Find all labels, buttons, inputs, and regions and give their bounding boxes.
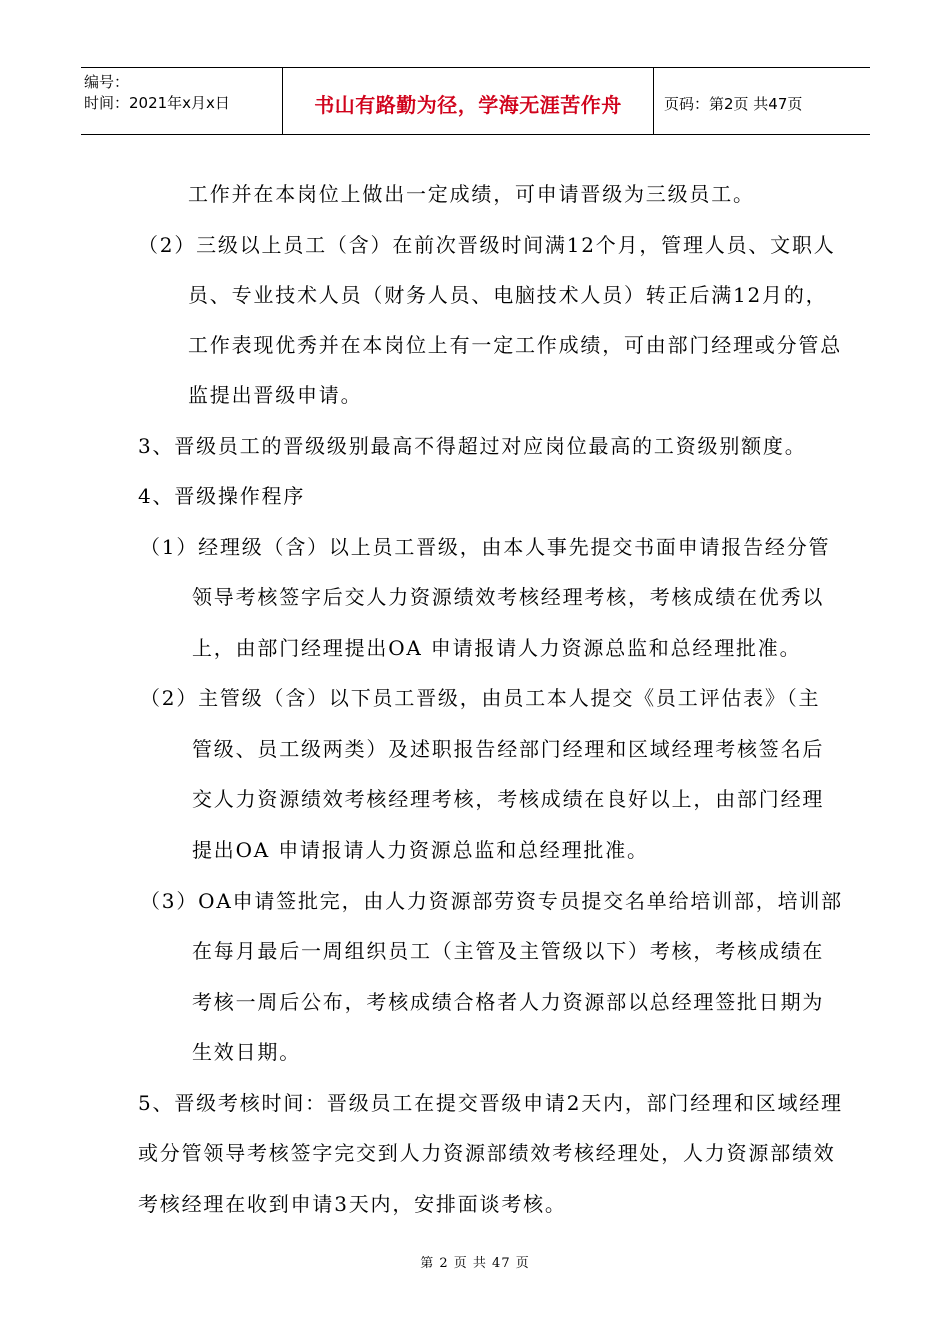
header-page-cell <box>654 68 870 134</box>
document-date: 时间：2021年x月x日 <box>84 94 230 112</box>
body-line: 5、晋级考核时间：晋级员工在提交晋级申请2天内，部门经理和区域经理 <box>138 1091 843 1115</box>
body-line: 考核一周后公布，考核成绩合格者人力资源部以总经理签批日期为 <box>192 990 825 1014</box>
body-line: 在每月最后一周组织员工（主管及主管级以下）考核，考核成绩在 <box>192 939 825 963</box>
body-line: 交人力资源绩效考核经理考核，考核成绩在良好以上，由部门经理 <box>192 787 825 811</box>
body-line: （1）经理级（含）以上员工晋级，由本人事先提交书面申请报告经分管 <box>140 535 831 559</box>
body-line: 上，由部门经理提出OA 申请报请人力资源总监和总经理批准。 <box>192 636 802 660</box>
body-line: 考核经理在收到申请3天内，安排面谈考核。 <box>138 1192 567 1216</box>
body-line: 监提出晋级申请。 <box>188 383 363 407</box>
body-line: （2）三级以上员工（含）在前次晋级时间满12个月，管理人员、文职人 <box>138 233 836 257</box>
header-meta <box>81 68 283 134</box>
body-line: 工作并在本岗位上做出一定成绩，可申请晋级为三级员工。 <box>188 182 755 206</box>
body-line: 提出OA 申请报请人力资源总监和总经理批准。 <box>192 838 649 862</box>
body-line: 领导考核签字后交人力资源绩效考核经理考核，考核成绩在优秀以 <box>192 585 825 609</box>
body-line: 4、晋级操作程序 <box>138 484 306 508</box>
page-header <box>81 67 870 135</box>
header-motto-cell <box>283 68 654 134</box>
document-number-label: 编号： <box>84 73 130 91</box>
body-line: 生效日期。 <box>192 1040 301 1064</box>
body-line: 管级、员工级两类）及述职报告经部门经理和区域经理考核签名后 <box>192 737 825 761</box>
body-line: 或分管领导考核签字完交到人力资源部绩效考核经理处，人力资源部绩效 <box>138 1141 836 1165</box>
page-footer: 第 2 页 共 47 页 <box>420 1256 530 1271</box>
body-line: （2）主管级（含）以下员工晋级，由员工本人提交《员工评估表》（主 <box>140 686 821 710</box>
body-line: 工作表现优秀并在本岗位上有一定工作成绩，可由部门经理或分管总 <box>188 333 842 357</box>
body-line: （3）OA申请签批完，由人力资源部劳资专员提交名单给培训部，培训部 <box>140 889 843 913</box>
body-line: 员、专业技术人员（财务人员、电脑技术人员）转正后满12月的， <box>188 283 828 307</box>
header-motto: 书山有路勤为径，学海无涯苦作舟 <box>314 92 622 117</box>
body-line: 3、晋级员工的晋级级别最高不得超过对应岗位最高的工资级别额度。 <box>138 434 807 458</box>
header-page-info: 页码：第2页 共47页 <box>664 94 803 113</box>
